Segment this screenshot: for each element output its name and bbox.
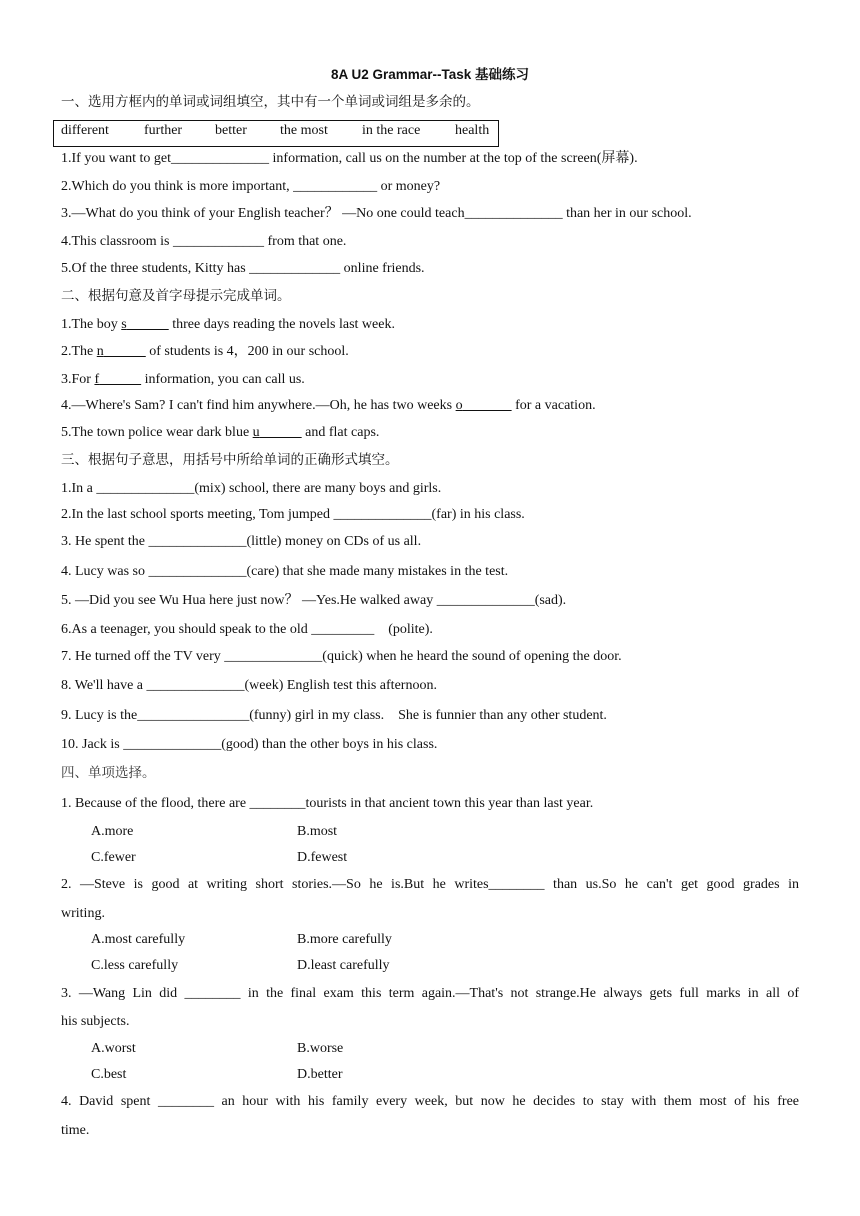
question-3-text: 3. —Wang Lin did ________ in the final exam this term again.—That's not strange.He always gets full marks in all of — [61, 986, 799, 1001]
option-a: A.worst — [91, 1041, 136, 1056]
section2-item: 5.The town police wear dark blue u and flat caps. — [61, 425, 380, 440]
section1-item: 4.This classroom is _____________ from that one. — [61, 234, 347, 249]
question-4-text: 4. David spent ________ an hour with his family every week, but now he decides to stay with them most of his free — [61, 1094, 799, 1109]
section3-item: 6.As a teenager, you should speak to the old _________ (polite). — [61, 622, 433, 637]
option-a: A.more — [91, 824, 134, 839]
section3-item: 1.In a ______________(mix) school, there are many boys and girls. — [61, 481, 442, 496]
section1-item: 3.—What do you think of your English teacher？ —No one could teach______________ than her in our school. — [61, 206, 692, 221]
section4-heading: 四、单项选择。 — [61, 765, 156, 781]
option-c: C.less carefully — [91, 958, 179, 973]
option-d: D.least carefully — [297, 958, 390, 973]
section3-item: 8. We'll have a ______________(week) English test this afternoon. — [61, 678, 437, 693]
section1-item: 2.Which do you think is more important, ____________ or money? — [61, 179, 441, 194]
section1-item: 1.If you want to get______________ information, call us on the number at the top of the screen(屏幕). — [61, 151, 638, 166]
section2-item: 1.The boy s​ three days reading the novels last week. — [61, 317, 395, 332]
option-d: D.fewest — [297, 850, 348, 865]
option-d: D.better — [297, 1067, 343, 1082]
section2-item: 4.—Where's Sam? I can't find him anywhere.—Oh, he has two weeks o for a vacation. — [61, 398, 596, 413]
section3-item: 2.In the last school sports meeting, Tom jumped ______________(far) in his class. — [61, 507, 525, 522]
option-c: C.best — [91, 1067, 127, 1082]
section3-item: 4. Lucy was so ______________(care) that she made many mistakes in the test. — [61, 564, 509, 579]
section3-heading: 三、根据句子意思，用括号中所给单词的正确形式填空。 — [61, 452, 399, 468]
section2-item: 3.For f information, you can call us. — [61, 372, 305, 387]
word-box-item: the most — [280, 123, 328, 138]
question-2-text: 2. —Steve is good at writing short stories.—So he is.But he writes________ than us.So he can't get good grades in — [61, 877, 799, 892]
question-3-text-cont: his subjects. — [61, 1014, 130, 1029]
section3-item: 10. Jack is ______________(good) than the other boys in his class. — [61, 737, 438, 752]
question-4-text-cont: time. — [61, 1123, 90, 1138]
word-box-item: in the race — [362, 123, 421, 138]
section2-item-rest: three days reading the novels last week. — [168, 317, 395, 332]
word-box-item: better — [215, 123, 247, 138]
page-title: 8A U2 Grammar--Task 基础练习 — [330, 67, 530, 82]
section1-heading: 一、选用方框内的单词或词组填空，其中有一个单词或词组是多余的。 — [61, 94, 480, 110]
option-b: B.more carefully — [297, 932, 392, 947]
section2-heading: 二、根据句意及首字母提示完成单词。 — [61, 288, 291, 304]
question-1-text: 1. Because of the flood, there are ________tourists in that ancient town this year than last year. — [61, 796, 594, 811]
word-box-item: different — [61, 123, 109, 138]
section3-item: 3. He spent the ______________(little) money on CDs of us all. — [61, 534, 422, 549]
section2-item: 2.The n of students is 4，200 in our school. — [61, 344, 349, 359]
section3-item: 7. He turned off the TV very ______________(quick) when he heard the sound of opening the door. — [61, 649, 622, 664]
question-2-text-cont: writing. — [61, 906, 105, 921]
option-a: A.most carefully — [91, 932, 186, 947]
option-b: B.most — [297, 824, 338, 839]
option-b: B.worse — [297, 1041, 344, 1056]
word-box — [53, 120, 499, 147]
option-c: C.fewer — [91, 850, 136, 865]
section3-item: 5. —Did you see Wu Hua here just now？ —Yes.He walked away ______________(sad). — [61, 593, 567, 608]
section1-item: 5.Of the three students, Kitty has _____________ online friends. — [61, 261, 425, 276]
word-box-item: further — [144, 123, 183, 138]
section3-item: 9. Lucy is the________________(funny) girl in my class. She is funnier than any other student. — [61, 708, 607, 723]
word-box-item: health — [455, 123, 490, 138]
